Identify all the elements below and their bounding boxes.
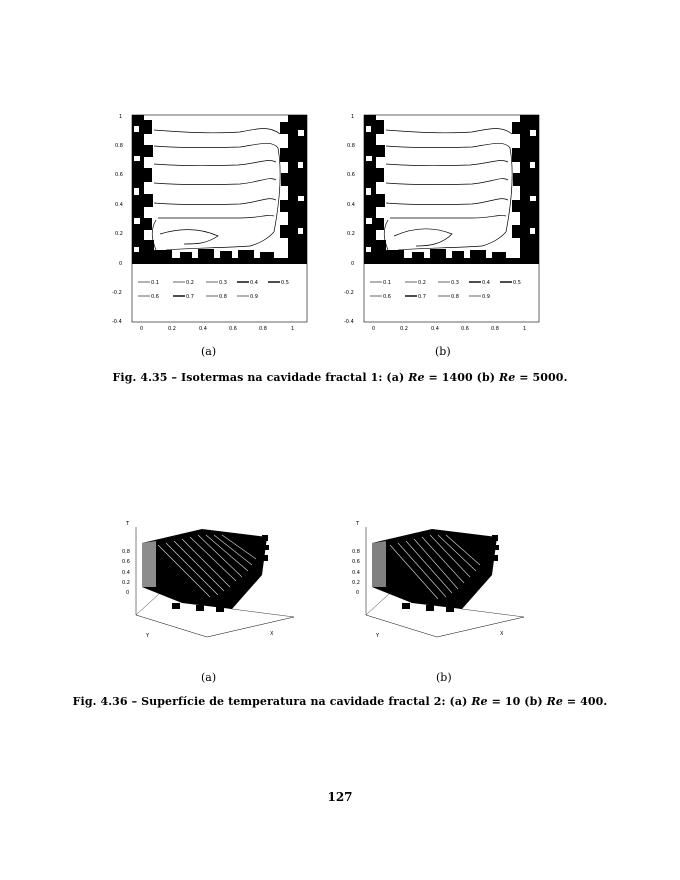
caption-value-b: 400 bbox=[580, 695, 604, 708]
z-tick: 0.8 bbox=[122, 549, 130, 555]
caption-text: (b) bbox=[472, 371, 500, 384]
x-tick: 0 bbox=[140, 326, 144, 332]
x-tick: 0 bbox=[372, 326, 376, 332]
y-tick: 0.4 bbox=[115, 202, 123, 208]
z-axis-label: T bbox=[126, 521, 130, 527]
legend-a bbox=[138, 280, 289, 300]
legend-entry: 0.9 bbox=[482, 294, 490, 300]
z-tick: 0.4 bbox=[122, 570, 130, 576]
wall-gaps-a bbox=[134, 126, 304, 252]
caption-eq: = bbox=[515, 371, 533, 384]
subfigure-label-a: (a) bbox=[201, 345, 217, 358]
x-tick: 1 bbox=[523, 326, 527, 332]
legend-entry: 0.6 bbox=[151, 294, 159, 300]
legend-b bbox=[370, 280, 521, 300]
z-tick: 0 bbox=[126, 590, 130, 596]
figure-caption-4-36 bbox=[0, 695, 680, 708]
re-symbol: Re bbox=[471, 695, 488, 708]
z-tick: 0.4 bbox=[352, 570, 360, 576]
legend-entry: 0.6 bbox=[383, 294, 391, 300]
y-tick: -0.2 bbox=[344, 290, 354, 296]
caption-end: . bbox=[563, 371, 568, 384]
caption-text: (b) bbox=[520, 695, 547, 708]
subfigure-label-b: (b) bbox=[435, 345, 451, 358]
y-tick: 0.2 bbox=[347, 231, 355, 237]
legend-entry: 0.2 bbox=[418, 280, 426, 286]
z-tick: 0.2 bbox=[352, 580, 360, 586]
isotherm-lines-b bbox=[384, 129, 512, 251]
legend-entry: 0.4 bbox=[250, 280, 258, 286]
x-tick: 0.8 bbox=[491, 326, 499, 332]
legend-entry: 0.1 bbox=[151, 280, 159, 286]
y-tick: 1 bbox=[119, 114, 123, 120]
caption-value-a: 1400 bbox=[441, 371, 473, 384]
y-tick: 0.6 bbox=[347, 172, 355, 178]
x-tick: 0.4 bbox=[431, 326, 439, 332]
re-symbol: Re bbox=[546, 695, 563, 708]
x-tick: 0.2 bbox=[168, 326, 176, 332]
page-number: 127 bbox=[327, 790, 353, 804]
y-tick: 0.6 bbox=[115, 172, 123, 178]
y-tick-labels-a bbox=[112, 114, 123, 325]
z-tick: 0 bbox=[356, 590, 360, 596]
wall-gaps-b bbox=[366, 126, 536, 252]
legend-entry: 0.8 bbox=[451, 294, 459, 300]
z-tick: 0.8 bbox=[352, 549, 360, 555]
subfigure-label-a: (a) bbox=[201, 671, 217, 684]
caption-eq: = bbox=[487, 695, 505, 708]
y-tick: 1 bbox=[351, 114, 355, 120]
isotherm-lines-a bbox=[152, 129, 280, 251]
y-axis-label: Y bbox=[146, 633, 150, 639]
re-symbol: Re bbox=[408, 371, 425, 384]
y-tick: 0.4 bbox=[347, 202, 355, 208]
y-tick-labels-b bbox=[344, 114, 355, 325]
x-tick: 0.8 bbox=[259, 326, 267, 332]
legend-entry: 0.9 bbox=[250, 294, 258, 300]
re-symbol: Re bbox=[499, 371, 516, 384]
isotherm-plot-b bbox=[342, 110, 547, 335]
y-tick: -0.4 bbox=[344, 319, 354, 325]
legend-entry: 0.2 bbox=[186, 280, 194, 286]
subfigure-label-b: (b) bbox=[436, 671, 452, 684]
legend-entry: 0.3 bbox=[219, 280, 227, 286]
caption-value-a: 10 bbox=[504, 695, 521, 708]
caption-value-b: 5000 bbox=[532, 371, 564, 384]
legend-entry: 0.1 bbox=[383, 280, 391, 286]
legend-entry: 0.8 bbox=[219, 294, 227, 300]
x-axis-label: X bbox=[500, 631, 504, 637]
x-tick: 0.6 bbox=[461, 326, 469, 332]
x-tick-labels-b bbox=[372, 326, 526, 332]
y-tick: 0.8 bbox=[115, 143, 123, 149]
fractal-walls-a bbox=[132, 115, 307, 264]
legend-entry: 0.5 bbox=[281, 280, 289, 286]
caption-end: . bbox=[603, 695, 608, 708]
isotherm-plot-a bbox=[110, 110, 315, 335]
x-tick: 1 bbox=[291, 326, 295, 332]
y-tick: 0 bbox=[351, 261, 355, 267]
x-axis-label: X bbox=[270, 631, 274, 637]
y-tick: 0 bbox=[119, 261, 123, 267]
caption-text: Fig. 4.36 – Superfície de temperatura na cavidade fractal 2: (a) bbox=[72, 695, 472, 708]
temperature-surface-plot-a bbox=[112, 515, 317, 645]
caption-text: Fig. 4.35 – Isotermas na cavidade fractal 1: (a) bbox=[112, 371, 409, 384]
caption-eq: = bbox=[424, 371, 442, 384]
legend-entry: 0.4 bbox=[482, 280, 490, 286]
caption-eq: = bbox=[562, 695, 581, 708]
x-tick: 0.4 bbox=[199, 326, 207, 332]
fractal-walls-b bbox=[364, 115, 539, 264]
legend-entry: 0.7 bbox=[418, 294, 426, 300]
y-axis-label: Y bbox=[376, 633, 380, 639]
temperature-surface-plot-b bbox=[342, 515, 547, 645]
legend-entry: 0.7 bbox=[186, 294, 194, 300]
z-tick: 0.6 bbox=[122, 559, 130, 565]
z-tick: 0.2 bbox=[122, 580, 130, 586]
y-tick: -0.2 bbox=[112, 290, 122, 296]
x-tick-labels-a bbox=[140, 326, 294, 332]
x-tick: 0.2 bbox=[400, 326, 408, 332]
z-tick: 0.6 bbox=[352, 559, 360, 565]
surface-mesh-a bbox=[142, 529, 269, 612]
z-axis-label: T bbox=[356, 521, 360, 527]
legend-entry: 0.3 bbox=[451, 280, 459, 286]
surface-mesh-b bbox=[372, 529, 499, 612]
y-tick: 0.8 bbox=[347, 143, 355, 149]
figure-caption-4-35 bbox=[0, 371, 680, 384]
legend-entry: 0.5 bbox=[513, 280, 521, 286]
y-tick: -0.4 bbox=[112, 319, 122, 325]
y-tick: 0.2 bbox=[115, 231, 123, 237]
x-tick: 0.6 bbox=[229, 326, 237, 332]
